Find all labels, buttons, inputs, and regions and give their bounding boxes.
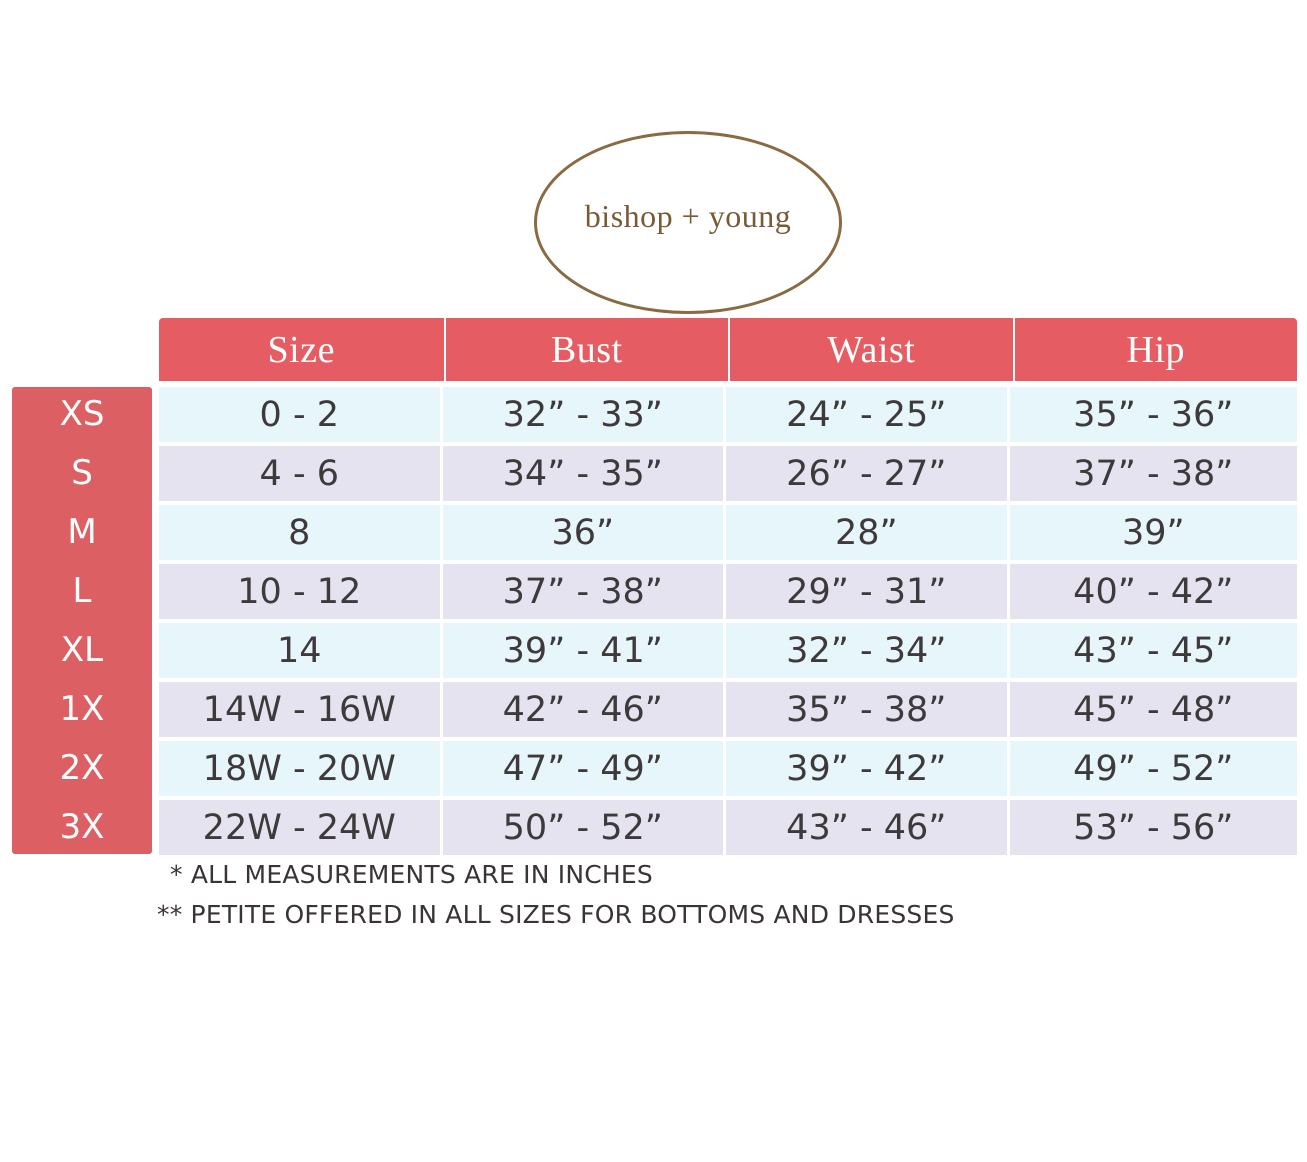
table-row: [159, 741, 1297, 796]
cell-bust: 34” - 35”: [443, 446, 724, 501]
cell-size: 4 - 6: [159, 446, 440, 501]
cell-size: 8: [159, 505, 440, 560]
table-row: [159, 564, 1297, 619]
header-hip: Hip: [1013, 318, 1298, 381]
cell-waist: 26” - 27”: [726, 446, 1007, 501]
cell-size: 0 - 2: [159, 387, 440, 442]
table-row: [159, 505, 1297, 560]
table-row: [159, 800, 1297, 855]
size-label-2x: 2X: [59, 748, 105, 788]
cell-waist: 35” - 38”: [726, 682, 1007, 737]
cell-bust: 32” - 33”: [443, 387, 724, 442]
cell-bust: 50” - 52”: [443, 800, 724, 855]
footnote-petite: ** PETITE OFFERED IN ALL SIZES FOR BOTTOMS AND DRESSES: [157, 900, 955, 929]
cell-waist: 24” - 25”: [726, 387, 1007, 442]
table-row: [159, 623, 1297, 678]
cell-bust: 36”: [443, 505, 724, 560]
cell-waist: 43” - 46”: [726, 800, 1007, 855]
cell-hip: 43” - 45”: [1010, 623, 1297, 678]
cell-size: 10 - 12: [159, 564, 440, 619]
cell-hip: 45” - 48”: [1010, 682, 1297, 737]
cell-hip: 35” - 36”: [1010, 387, 1297, 442]
cell-waist: 32” - 34”: [726, 623, 1007, 678]
brand-logo-text: bishop + young: [584, 198, 792, 234]
size-label-m: M: [67, 512, 97, 552]
size-label-xl: XL: [60, 630, 104, 670]
header-bust: Bust: [444, 318, 729, 381]
size-label-l: L: [72, 571, 92, 611]
size-chart-header: [159, 318, 1297, 381]
cell-hip: 49” - 52”: [1010, 741, 1297, 796]
cell-waist: 29” - 31”: [726, 564, 1007, 619]
cell-hip: 39”: [1010, 505, 1297, 560]
size-label-3x: 3X: [59, 807, 105, 847]
cell-waist: 28”: [726, 505, 1007, 560]
header-waist: Waist: [728, 318, 1013, 381]
cell-hip: 53” - 56”: [1010, 800, 1297, 855]
cell-waist: 39” - 42”: [726, 741, 1007, 796]
cell-size: 22W - 24W: [159, 800, 440, 855]
cell-size: 14W - 16W: [159, 682, 440, 737]
cell-hip: 40” - 42”: [1010, 564, 1297, 619]
cell-bust: 39” - 41”: [443, 623, 724, 678]
size-label-s: S: [71, 453, 93, 493]
cell-bust: 47” - 49”: [443, 741, 724, 796]
size-label-1x: 1X: [59, 689, 105, 729]
table-row: [159, 387, 1297, 442]
cell-hip: 37” - 38”: [1010, 446, 1297, 501]
cell-bust: 37” - 38”: [443, 564, 724, 619]
cell-size: 14: [159, 623, 440, 678]
table-row: [159, 446, 1297, 501]
size-label-xs: XS: [59, 394, 105, 434]
cell-size: 18W - 20W: [159, 741, 440, 796]
cell-bust: 42” - 46”: [443, 682, 724, 737]
table-row: [159, 682, 1297, 737]
header-size: Size: [267, 328, 335, 371]
footnote-measurements: * ALL MEASUREMENTS ARE IN INCHES: [170, 860, 653, 889]
